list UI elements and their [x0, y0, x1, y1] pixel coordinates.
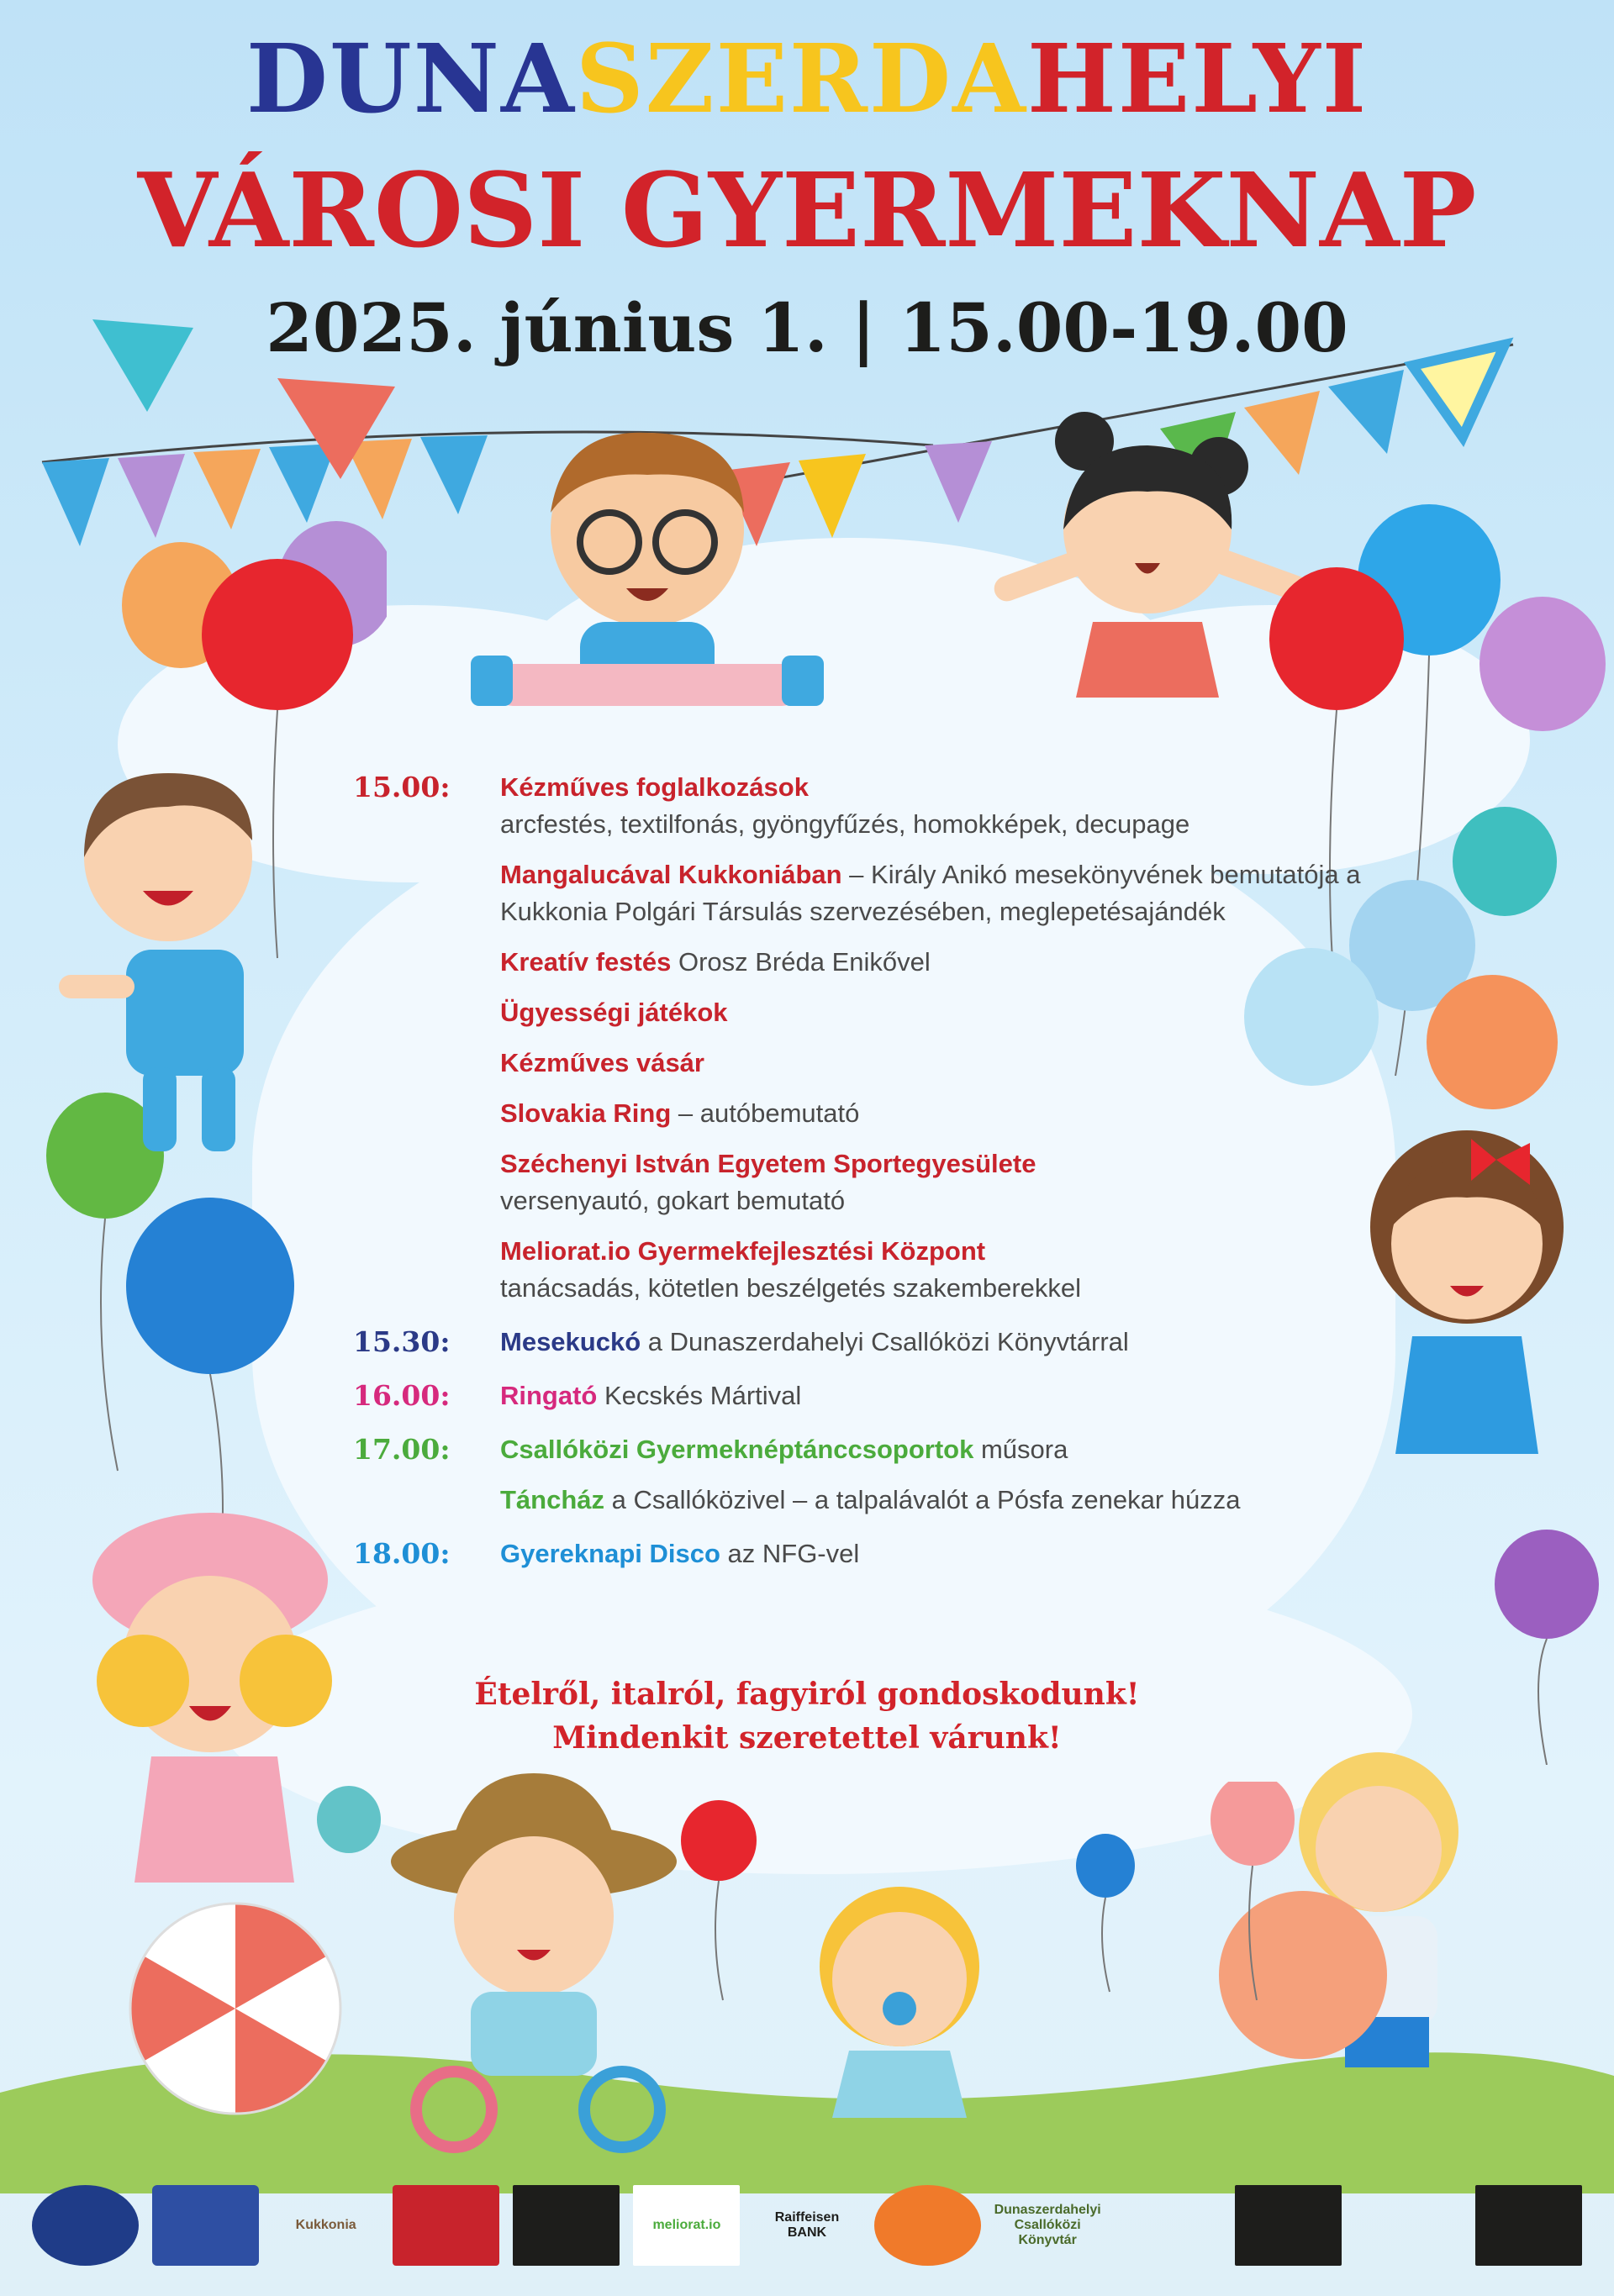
schedule-block	[353, 1324, 1446, 1361]
title-part-szerda: SZERDA	[575, 24, 1028, 134]
schedule-entry	[500, 1431, 1446, 1468]
entry-title: Kézműves foglalkozások	[500, 772, 809, 802]
meliorat-logo: meliorat.io	[633, 2185, 740, 2266]
schedule-entry	[500, 1045, 1446, 1082]
orange-drop-logo	[874, 2185, 981, 2266]
schedule-block	[353, 769, 1446, 1307]
library-logo: Dunaszerdahelyi Csallóközi Könyvtár	[994, 2203, 1101, 2247]
schedule-entry	[500, 1377, 1446, 1414]
event-title: VÁROSI GYERMEKNAP	[137, 150, 1477, 271]
entry-title: Ügyességi játékok	[500, 998, 728, 1027]
entry-description: az NFG-vel	[720, 1539, 860, 1568]
entry-title: Mangalucával Kukkoniában	[500, 860, 842, 889]
title-part-helyi: HELYI	[1027, 24, 1369, 134]
closing-line-welcome: Mindenkit szeretettel várunk!	[552, 1720, 1062, 1756]
entry-title: Csallóközi Gyermeknéptánccsoportok	[500, 1435, 974, 1464]
schedule-entry	[500, 944, 1446, 981]
entry-title: Kreatív festés	[500, 947, 672, 977]
schedule-entry	[500, 769, 1446, 843]
entry-title: Gyereknapi Disco	[500, 1539, 720, 1568]
program-schedule	[353, 769, 1446, 1589]
event-date: 2025. június 1. | 15.00-19.00	[266, 288, 1348, 367]
city-coat-of-arms-logo	[152, 2185, 259, 2266]
entry-title: Ringató	[500, 1381, 598, 1410]
wheat-logo	[1115, 2185, 1221, 2266]
entry-description: – autóbemutató	[671, 1098, 860, 1128]
closing-line-food: Ételről, italról, fagyiról gondoskodunk!	[474, 1677, 1140, 1712]
black-square-logo	[1235, 2185, 1342, 2266]
entry-title: Mesekuckó	[500, 1327, 641, 1356]
entry-description: Orosz Bréda Enikővel	[671, 947, 931, 977]
entry-title: Meliorat.io Gyermekfejlesztési Központ	[500, 1236, 986, 1266]
emblem-logo	[32, 2185, 139, 2266]
hexagon-logo	[1355, 2185, 1462, 2266]
sponsor-logos-bar	[25, 2185, 1589, 2278]
schedule-entry	[500, 994, 1446, 1031]
kukkonia-logo: Kukkonia	[295, 2218, 356, 2232]
event-title-city	[0, 25, 1614, 134]
entry-description: – Király Anikó mesekönyvének bemutatója a Kukkonia Polgári Társulás szervezésében, meglepetésajándék	[500, 860, 1361, 926]
boy-with-glasses-illustration	[471, 412, 824, 714]
schedule-block	[353, 1535, 1446, 1572]
entry-description: műsora	[973, 1435, 1068, 1464]
schedule-entry	[500, 1233, 1446, 1307]
entry-details: tanácsadás, kötetlen beszélgetés szakemberekkel	[500, 1273, 1082, 1303]
entry-details: arcfestés, textilfonás, gyöngyfűzés, homokképek, decupage	[500, 809, 1190, 839]
dark-logo	[513, 2185, 620, 2266]
schedule-entry	[500, 1145, 1446, 1219]
schedule-entry	[500, 1324, 1446, 1361]
schedule-entry	[500, 1535, 1446, 1572]
title-part-duna: DUNA	[245, 24, 576, 134]
schedule-time: 18.00:	[353, 1537, 451, 1570]
red-logo	[393, 2185, 499, 2266]
entry-description: Kecskés Mártival	[597, 1381, 802, 1410]
schedule-entry	[500, 856, 1446, 930]
jumping-boy-illustration	[50, 756, 328, 1168]
entry-description: a Csallóközivel – a talpalávalót a Pósfa zenekar húzza	[604, 1485, 1241, 1514]
schedule-block	[353, 1431, 1446, 1519]
schedule-entry	[500, 1095, 1446, 1132]
schedule-time: 17.00:	[353, 1433, 451, 1466]
black-logo-2	[1475, 2185, 1582, 2266]
entry-title: Táncház	[500, 1485, 605, 1514]
small-balloons-bottom-illustration	[311, 1782, 1320, 2017]
entry-title: Kézműves vásár	[500, 1048, 704, 1077]
raiffeisen-logo: Raiffeisen BANK	[774, 2210, 840, 2240]
schedule-time: 16.00:	[353, 1379, 451, 1412]
entry-details: versenyautó, gokart bemutató	[500, 1186, 846, 1215]
entry-title: Slovakia Ring	[500, 1098, 672, 1128]
entry-title: Széchenyi István Egyetem Sportegyesülete	[500, 1149, 1036, 1178]
entry-description: a Dunaszerdahelyi Csallóközi Könyvtárral	[641, 1327, 1129, 1356]
schedule-entry	[500, 1482, 1446, 1519]
schedule-block	[353, 1377, 1446, 1414]
schedule-time: 15.00:	[353, 771, 451, 803]
schedule-time: 15.30:	[353, 1325, 451, 1358]
